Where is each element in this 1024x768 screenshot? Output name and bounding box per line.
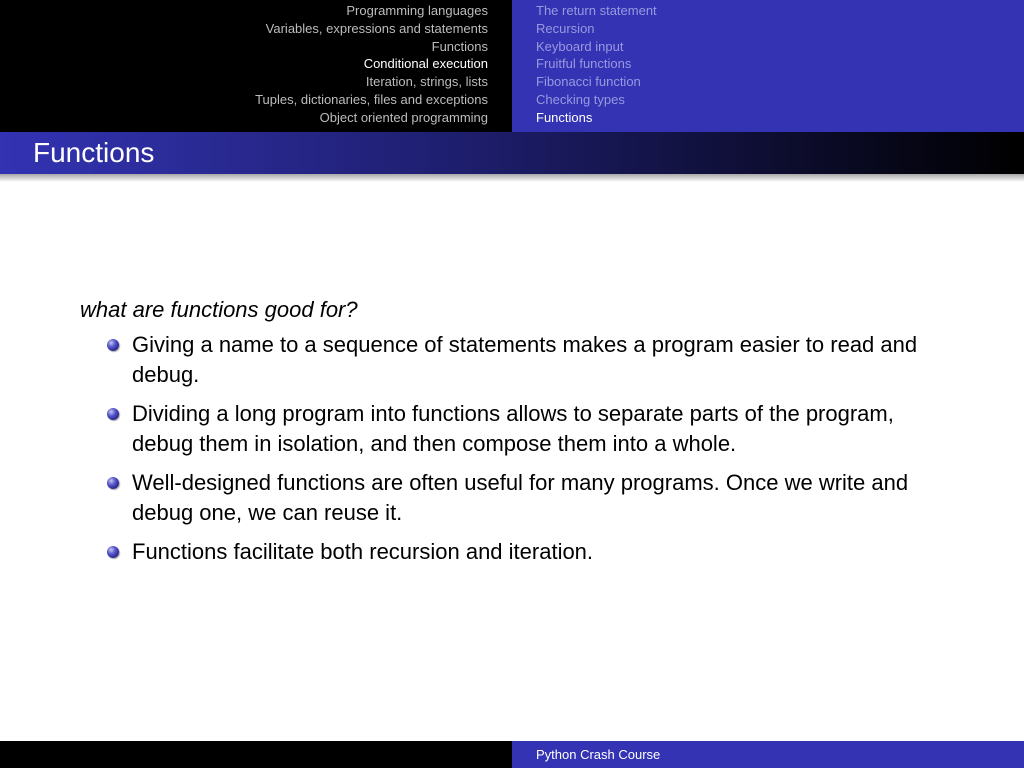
- footer-right-bar: [512, 741, 1024, 768]
- bullet-item: [80, 468, 960, 528]
- title-bar-shadow: [0, 174, 1024, 182]
- nav-section-iteration-strings-lists[interactable]: Iteration, strings, lists: [365, 74, 488, 90]
- bullet-text: Giving a name to a sequence of statements makes a program easier to read and debug.: [132, 332, 918, 387]
- bullet-text: Dividing a long program into functions allows to separate parts of the program, debug them in isolation, and then compose them into a whole.: [132, 401, 894, 456]
- bullet-item: [80, 399, 960, 459]
- nav-subsection-return-statement[interactable]: The return statement: [536, 3, 657, 18]
- nav-section-conditional-execution[interactable]: Conditional execution: [363, 56, 488, 72]
- nav-subsection-fruitful-functions[interactable]: Fruitful functions: [536, 56, 632, 72]
- bullet-text: Functions facilitate both recursion and iteration.: [132, 539, 594, 564]
- footer-title: Python Crash Course: [536, 747, 661, 762]
- bullet-item: [80, 537, 960, 567]
- ball-bullet-icon: [107, 477, 119, 489]
- slide-content: [80, 296, 960, 576]
- nav-subsection-keyboard-input[interactable]: Keyboard input: [536, 38, 624, 54]
- frame-title: Functions: [33, 137, 155, 168]
- bullet-item: [80, 330, 960, 390]
- bullet-list: [80, 330, 960, 567]
- nav-subsection-functions[interactable]: Functions: [536, 109, 593, 125]
- nav-section-object-oriented-programming[interactable]: Object oriented programming: [319, 109, 488, 125]
- lead-question: what are functions good for?: [80, 297, 358, 322]
- nav-subsection-checking-types[interactable]: Checking types: [536, 91, 625, 107]
- nav-subsection-recursion[interactable]: Recursion: [536, 20, 595, 36]
- section-navigation: [0, 0, 512, 132]
- frame-title-bar: [0, 132, 1024, 174]
- nav-section-variables-expressions-statements[interactable]: Variables, expressions and statements: [265, 20, 488, 36]
- subsection-list: [512, 0, 1024, 127]
- nav-section-tuples-dictionaries-files-exceptions[interactable]: Tuples, dictionaries, files and exceptions: [255, 91, 488, 107]
- ball-bullet-icon: [107, 408, 119, 420]
- footer-left-bar: [0, 741, 512, 768]
- nav-section-programming-languages[interactable]: Programming languages: [346, 3, 488, 18]
- nav-section-functions[interactable]: Functions: [431, 38, 488, 54]
- nav-subsection-fibonacci-function[interactable]: Fibonacci function: [536, 74, 641, 90]
- ball-bullet-icon: [107, 546, 119, 558]
- ball-bullet-icon: [107, 339, 119, 351]
- subsection-navigation: [512, 0, 1024, 132]
- bullet-text: Well-designed functions are often useful for many programs. Once we write and debug one, we can reuse it.: [132, 470, 909, 525]
- section-list: [0, 0, 512, 127]
